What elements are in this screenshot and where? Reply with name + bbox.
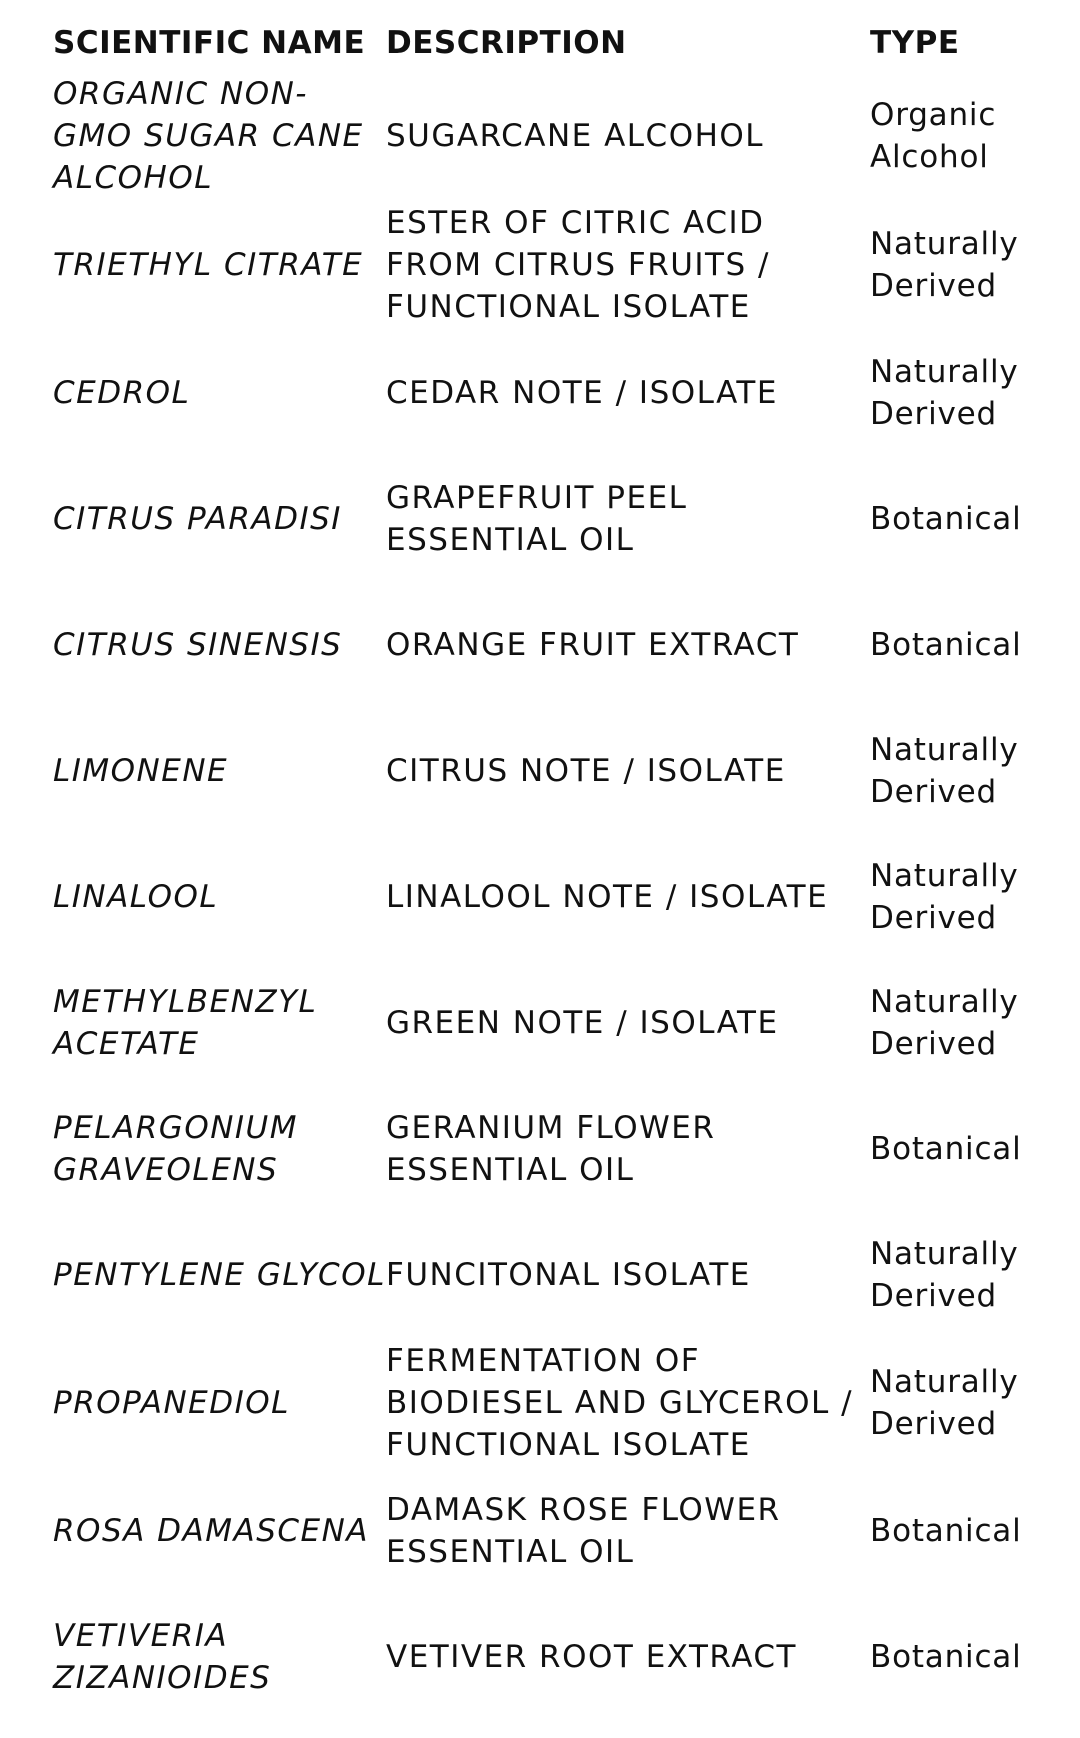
type-cell: Naturally Derived [870, 1236, 1019, 1314]
scientific-name-cell: TRIETHYL CITRATE [53, 247, 364, 283]
table-row [53, 960, 1053, 1086]
table-row [53, 1594, 1053, 1720]
table-row [53, 72, 1053, 200]
scientific-name-cell: PROPANEDIOL [53, 1385, 290, 1421]
scientific-name-cell: METHYLBENZYL ACETATE [53, 984, 318, 1062]
scientific-name-cell: VETIVERIA ZIZANIOIDES [53, 1618, 272, 1696]
type-cell: Naturally Derived [870, 1364, 1019, 1442]
description-cell: ORANGE FRUIT EXTRACT [386, 627, 800, 663]
description-cell: GRAPEFRUIT PEEL ESSENTIAL OIL [386, 480, 688, 558]
type-cell: Naturally Derived [870, 354, 1019, 432]
table-row [53, 456, 1053, 582]
column-header-description: DESCRIPTION [386, 25, 627, 61]
scientific-name-cell: CEDROL [53, 375, 191, 411]
scientific-name-cell: ROSA DAMASCENA [53, 1513, 370, 1549]
type-cell: Botanical [870, 501, 1022, 537]
table-row [53, 200, 1053, 330]
type-cell: Botanical [870, 1131, 1022, 1167]
description-cell: GERANIUM FLOWER ESSENTIAL OIL [386, 1110, 716, 1188]
scientific-name-cell: CITRUS PARADISI [53, 501, 342, 537]
scientific-name-cell: PENTYLENE GLYCOL [53, 1257, 386, 1293]
description-cell: FUNCITONAL ISOLATE [386, 1257, 751, 1293]
column-header-type: TYPE [870, 25, 960, 61]
description-cell: CEDAR NOTE / ISOLATE [386, 375, 778, 411]
description-cell: LINALOOL NOTE / ISOLATE [386, 879, 829, 915]
type-cell: Naturally Derived [870, 226, 1019, 304]
table-body [53, 72, 1053, 1720]
type-cell: Botanical [870, 1513, 1022, 1549]
scientific-name-cell: PELARGONIUM GRAVEOLENS [53, 1110, 298, 1188]
type-cell: Naturally Derived [870, 732, 1019, 810]
scientific-name-cell: CITRUS SINENSIS [53, 627, 343, 663]
description-cell: FERMENTATION OF BIODIESEL AND GLYCEROL / FUNCTIONAL ISOLATE [386, 1343, 854, 1463]
type-cell: Botanical [870, 1639, 1022, 1675]
description-cell: DAMASK ROSE FLOWER ESSENTIAL OIL [386, 1492, 781, 1570]
description-cell: CITRUS NOTE / ISOLATE [386, 753, 786, 789]
table-row [53, 330, 1053, 456]
table-row [53, 1086, 1053, 1212]
type-cell: Naturally Derived [870, 984, 1019, 1062]
scientific-name-cell: LINALOOL [53, 879, 219, 915]
scientific-name-cell: ORGANIC NON-GMO SUGAR CANE ALCOHOL [53, 76, 364, 196]
description-cell: GREEN NOTE / ISOLATE [386, 1005, 779, 1041]
description-cell: VETIVER ROOT EXTRACT [386, 1639, 797, 1675]
table-row [53, 708, 1053, 834]
table-header [53, 18, 1053, 72]
ingredients-table [53, 18, 1053, 1720]
table-row [53, 834, 1053, 960]
type-cell: Botanical [870, 627, 1022, 663]
description-cell: SUGARCANE ALCOHOL [386, 118, 765, 154]
scientific-name-cell: LIMONENE [53, 753, 229, 789]
header-row [53, 18, 1053, 72]
description-cell: ESTER OF CITRIC ACID FROM CITRUS FRUITS / FUNCTIONAL ISOLATE [386, 205, 770, 325]
type-cell: Organic Alcohol [870, 97, 997, 175]
table-row [53, 582, 1053, 708]
type-cell: Naturally Derived [870, 858, 1019, 936]
column-header-scientific-name: SCIENTIFIC NAME [53, 25, 366, 61]
table-row [53, 1212, 1053, 1338]
table-row [53, 1338, 1053, 1468]
table-row [53, 1468, 1053, 1594]
